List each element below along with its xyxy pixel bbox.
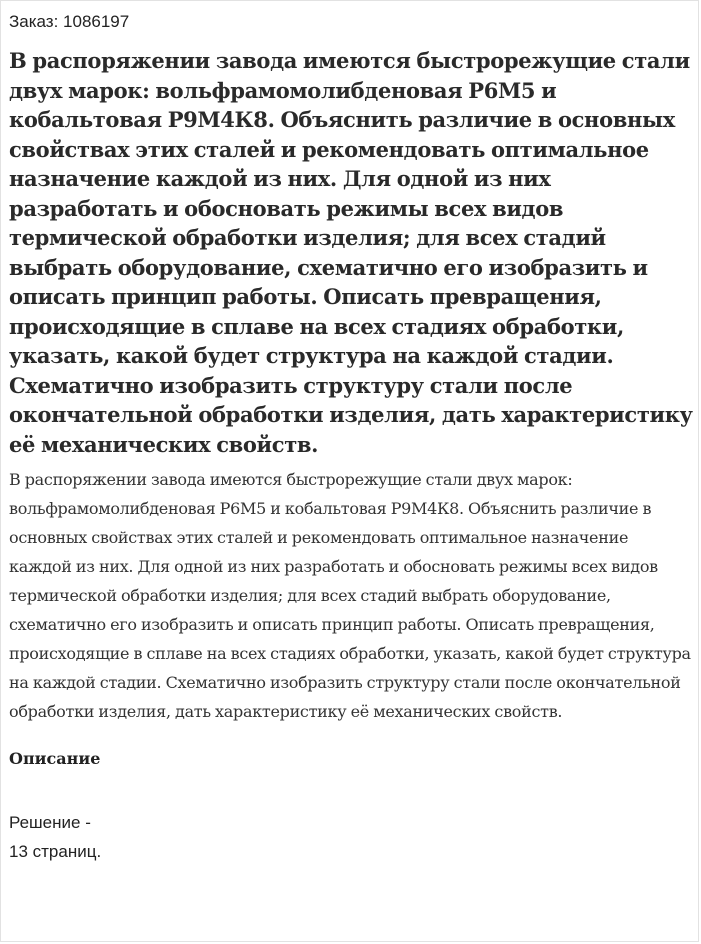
solution-label: Решение - [9, 813, 91, 832]
description-heading: Описание [9, 749, 101, 768]
task-title: В распоряжении завода имеются быстрорежущие стали двух марок: вольфрамомолибденовая Р6М5 и кобальтовая Р9М4К8. Объяснить различие в основных свойствах этих сталей и рекомендовать оптимальное назначение каждой из них. Для одной из них разработать и обосновать режимы всех видов термической обработки изделия; для всех стадий выбрать оборудование, схематично его изобразить и описать принцип работы. Описать превращения, происходящие в сплаве на всех стадиях обработки, указать, какой будет структура на каждой стадии. Схематично изобразить структуру стали после окончательной обработки изделия, дать характеристику её механических свойств. [9, 48, 693, 457]
pages-count: 13 страниц. [9, 842, 102, 861]
order-content [9, 8, 693, 866]
task-description: В распоряжении завода имеются быстрорежущие стали двух марок: вольфрамомолибденовая Р6М5 и кобальтовая Р9М4К8. Объяснить различие в основных свойствах этих сталей и рекомендовать оптимальное назначение каждой из них. Для одной из них разработать и обосновать режимы всех видов термической обработки изделия; для всех стадий выбрать оборудование, схематично его изобразить и описать принцип работы. Описать превращения, происходящие в сплаве на всех стадиях обработки, указать, какой будет структура на каждой стадии. Схематично изобразить структуру стали после окончательной обработки изделия, дать характеристику её механических свойств. [9, 470, 691, 721]
solution-info [9, 808, 693, 866]
order-number: Заказ: 1086197 [9, 12, 130, 31]
